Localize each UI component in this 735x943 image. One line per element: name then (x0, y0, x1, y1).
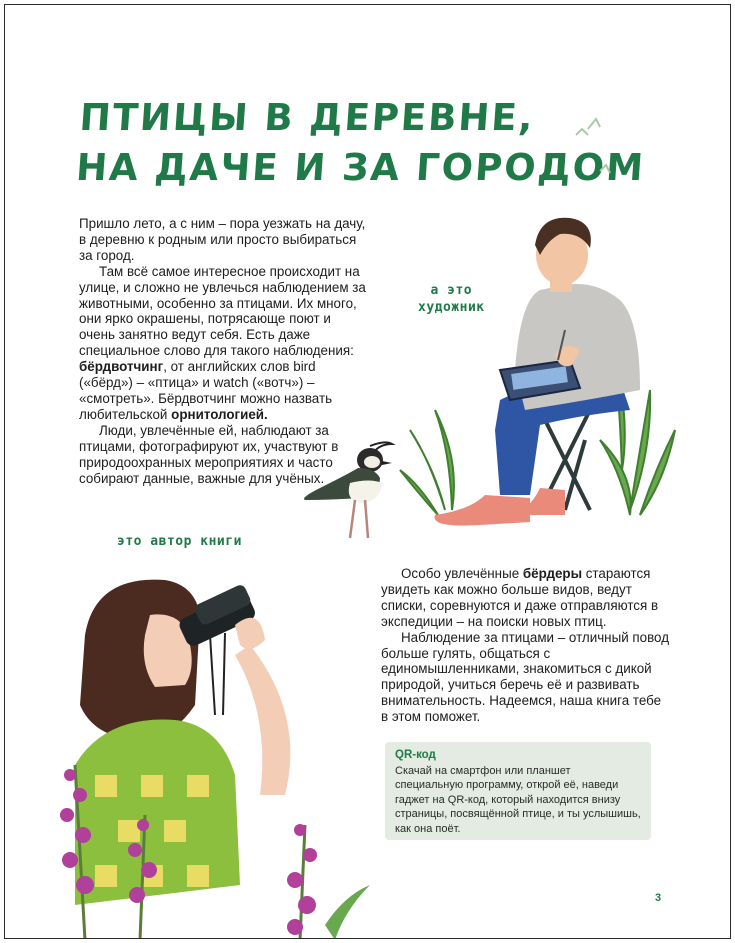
book-page (4, 4, 731, 939)
intro-paragraph-2: Там всё самое интересное происходит на улице, и сложно не увлечься наблюдением за животными, особенно за птицами. Их много, они ярко окрашены, потрясающе поют и очень занятно ведут себя. Есть даже специальное слово для такого наблюдения: бёрдвотчинг, от английских слов bird («бёрд») – «птица» и watch («вотч») – «смотреть». Бёрдвотчинг можно назвать любительской орнитологией. (79, 263, 366, 422)
author-caption: это автор книги (117, 534, 242, 549)
term-birdwatching: бёрдвотчинг (79, 359, 164, 375)
term-birders: бёрдеры (522, 566, 583, 581)
lapwing-bird-illustration (300, 438, 395, 548)
qr-note-text: Скачай на смартфон или планшет специальную программу, открой её, наведи гаджет на QR-код, который находится внизу страницы, посвящённой птице, и ты услышишь, как она поёт. (395, 764, 641, 835)
intro-paragraph-1: Пришло лето, а с ним – пора уезжать на дачу, в деревню к родным или просто выбираться за город. (79, 216, 366, 263)
page-number: 3 (655, 892, 662, 904)
page-title (75, 93, 651, 193)
intro-paragraph-3: Люди, увлечённые ей, наблюдают за птицами, фотографируют их, участвуют в природоохранных мероприятиях и часто собирают данные, важные для учёных. (79, 422, 339, 486)
artist-illustration (390, 210, 680, 530)
outro-paragraph-1: Особо увлечённые бёрдеры стараются увидеть как можно больше видов, ведут списки, соревнуются и даже отправляются в экспедиции – на поиски новых птиц. (381, 566, 659, 629)
title-line-2: НА ДАЧЕ И ЗА ГОРОДОМ (74, 146, 647, 189)
outro-text (381, 566, 671, 725)
title-line-1: ПТИЦЫ В ДЕРЕВНЕ, (78, 96, 537, 139)
outro-paragraph-2: Наблюдение за птицами – отличный повод больше гулять, общаться с единомышленниками, знакомиться с дикой природой, учиться беречь её и развивать внимательность. Надеемся, наша книга тебе в этом поможет. (381, 629, 670, 725)
term-ornithology: орнитологией. (171, 406, 268, 422)
qr-note-title: QR-код (395, 749, 436, 761)
leaf-sprig-icon (570, 105, 610, 185)
artist-caption: а это художник (418, 283, 485, 315)
author-illustration (45, 565, 375, 939)
qr-code-note (385, 742, 651, 840)
